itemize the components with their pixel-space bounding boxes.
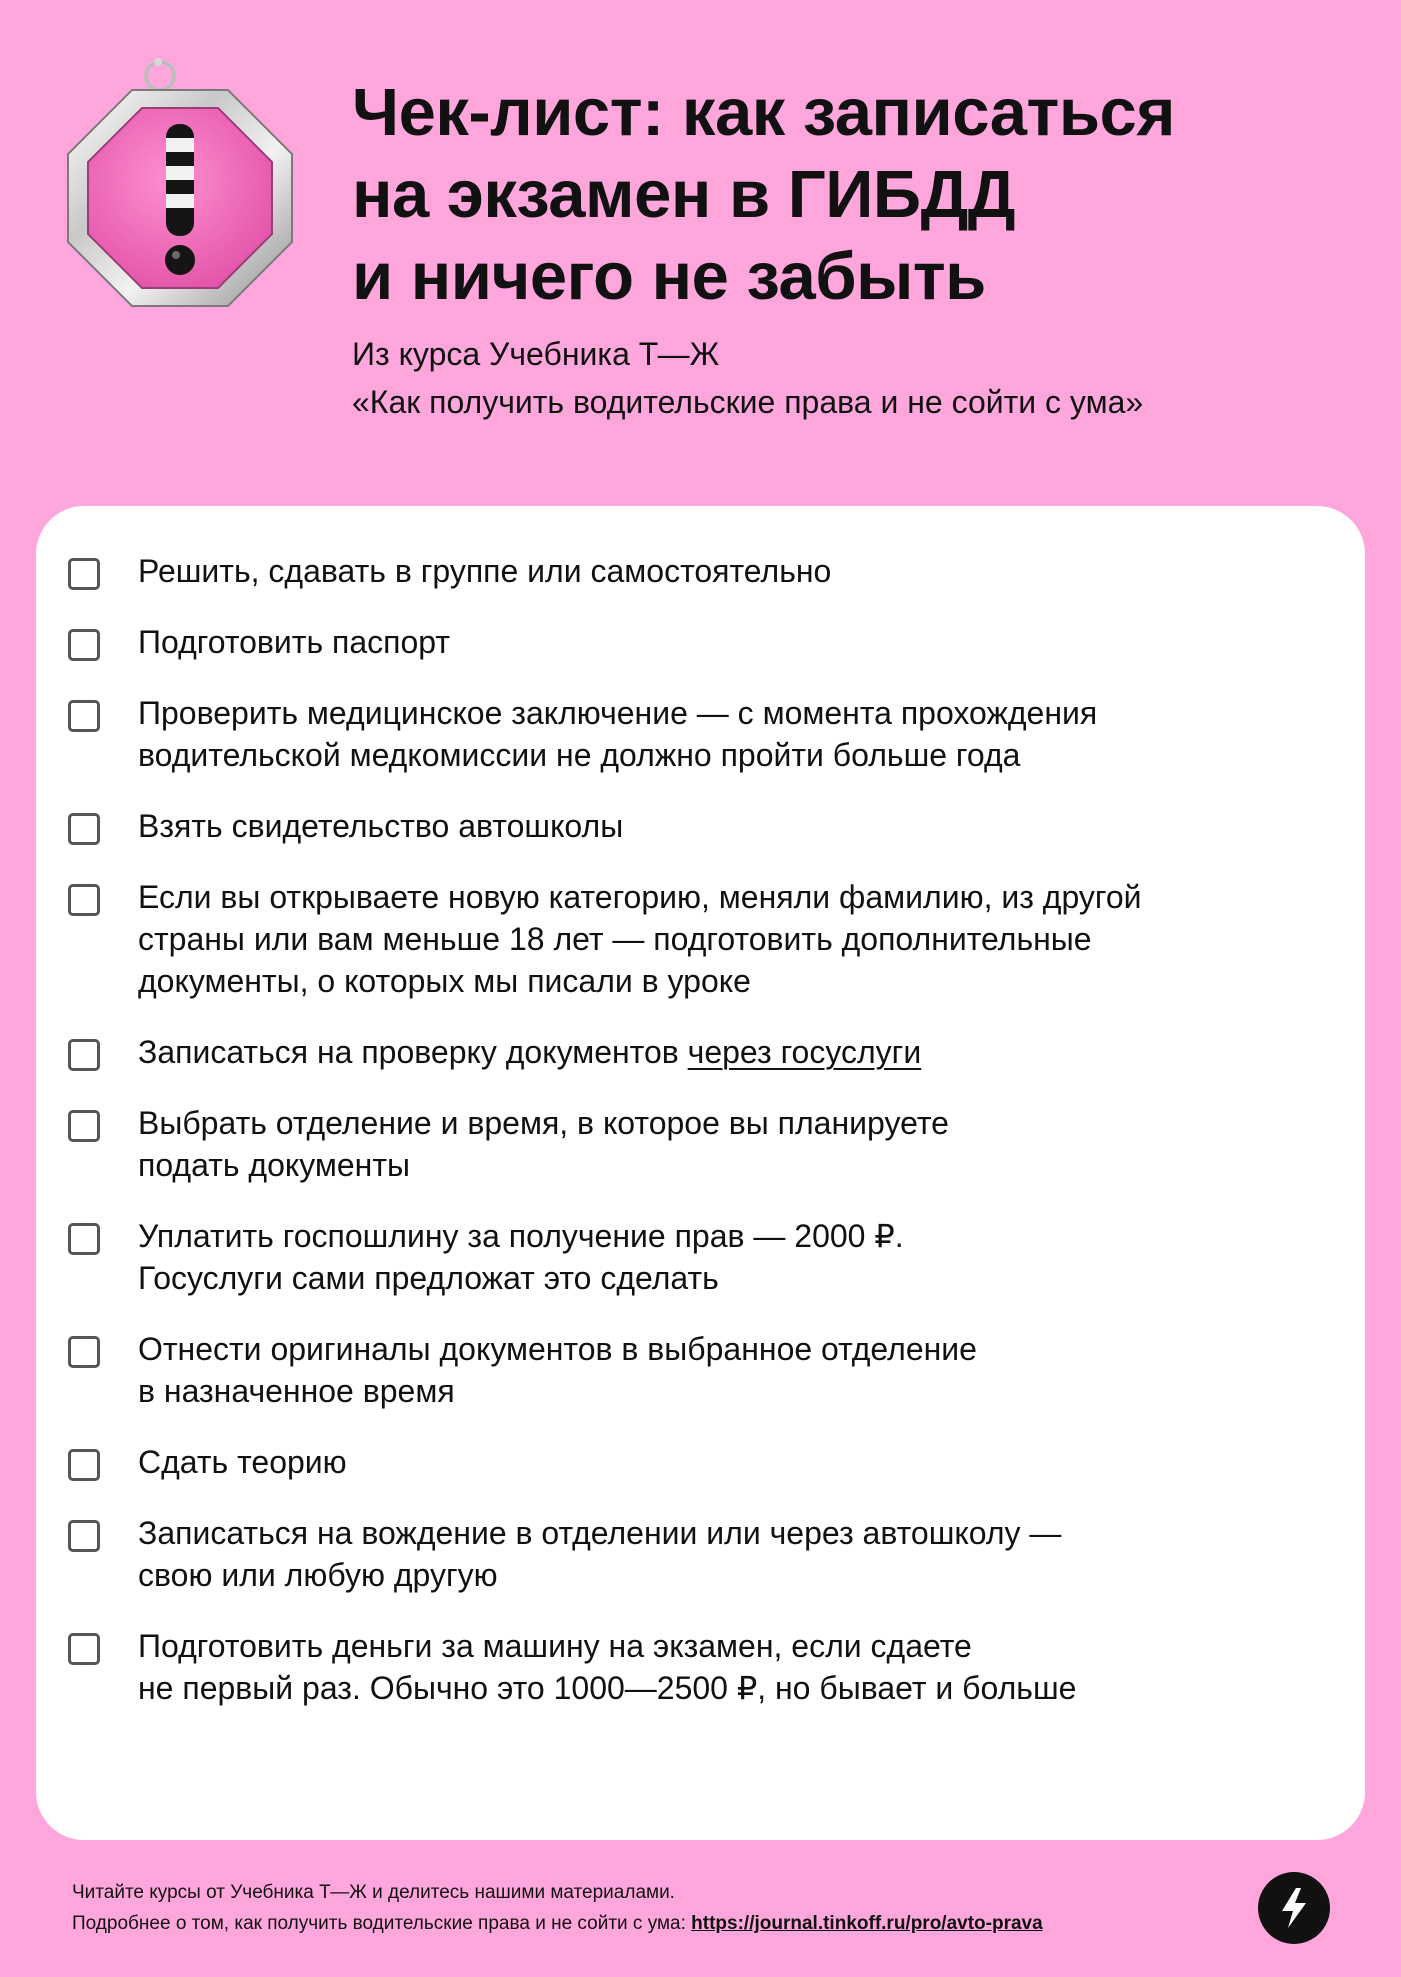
footer-note: Читайте курсы от Учебника Т—Ж и делитесь нашими материалами. Подробнее о том, как получить водительские права и не сойти с ума: https://journal.tinkoff.ru/pro/avto-prava bbox=[72, 1882, 1043, 1934]
checkbox[interactable] bbox=[68, 700, 100, 732]
checklist bbox=[68, 550, 1338, 1738]
checkbox[interactable] bbox=[68, 1336, 100, 1368]
checklist-item-text: Отнести оригиналы документов в выбранное отделение в назначенное время bbox=[138, 1331, 977, 1409]
checklist-card bbox=[36, 506, 1365, 1840]
checklist-item-text: Записаться на проверку документов через госуслуги bbox=[138, 1034, 922, 1070]
checklist-item bbox=[68, 1031, 1338, 1073]
subtitle-line: «Как получить водительские права и не сойти с ума» bbox=[352, 384, 1144, 420]
checkbox[interactable] bbox=[68, 1520, 100, 1552]
checklist-item bbox=[68, 1625, 1338, 1709]
title-line: Чек-лист: как записаться bbox=[352, 75, 1175, 150]
checklist-item-text: Проверить медицинское заключение — с момента прохождения водительской медкомиссии не должно пройти больше года bbox=[138, 695, 1098, 773]
checklist-item bbox=[68, 1328, 1338, 1412]
title-line: на экзамен в ГИБДД bbox=[352, 157, 1016, 232]
checkbox[interactable] bbox=[68, 1223, 100, 1255]
title-line: и ничего не забыть bbox=[352, 239, 986, 314]
checklist-item-text: Сдать теорию bbox=[138, 1444, 347, 1480]
checklist-item-text: Решить, сдавать в группе или самостоятельно bbox=[138, 553, 832, 589]
checklist-item bbox=[68, 1215, 1338, 1299]
checklist-item-text: Записаться на вождение в отделении или через автошколу — свою или любую другую bbox=[138, 1515, 1062, 1593]
checkbox[interactable] bbox=[68, 1039, 100, 1071]
checklist-item bbox=[68, 621, 1338, 663]
checklist-item-text: Подготовить паспорт bbox=[138, 624, 451, 660]
course-subtitle bbox=[352, 330, 1143, 426]
checklist-item-text: Подготовить деньги за машину на экзамен, если сдаете не первый раз. Обычно это 1000—2500 ₽, но бывает и больше bbox=[138, 1628, 1077, 1706]
checklist-item bbox=[68, 876, 1338, 1002]
lightning-icon bbox=[1258, 1872, 1330, 1944]
checklist-item-text: Выбрать отделение и время, в которое вы планируете подать документы bbox=[138, 1105, 949, 1183]
checkbox[interactable] bbox=[68, 1110, 100, 1142]
checklist-item bbox=[68, 1102, 1338, 1186]
checkbox[interactable] bbox=[68, 884, 100, 916]
checklist-item bbox=[68, 1512, 1338, 1596]
page-title bbox=[352, 72, 1352, 318]
checklist-item bbox=[68, 1441, 1338, 1483]
checkbox[interactable] bbox=[68, 1633, 100, 1665]
checklist-item bbox=[68, 550, 1338, 592]
checkbox[interactable] bbox=[68, 813, 100, 845]
checkbox[interactable] bbox=[68, 629, 100, 661]
gosuslugi-link[interactable]: через госуслуги bbox=[687, 1034, 922, 1070]
checklist-item-text: Взять свидетельство автошколы bbox=[138, 808, 624, 844]
checklist-item bbox=[68, 805, 1338, 847]
subtitle-line: Из курса Учебника Т—Ж bbox=[352, 336, 720, 372]
warning-sign-icon bbox=[62, 52, 302, 314]
course-link[interactable]: https://journal.tinkoff.ru/pro/avto-prava bbox=[691, 1913, 1043, 1934]
checkbox[interactable] bbox=[68, 1449, 100, 1481]
checkbox[interactable] bbox=[68, 558, 100, 590]
checklist-item-text: Уплатить госпошлину за получение прав — 2000 ₽. Госуслуги сами предложат это сделать bbox=[138, 1218, 904, 1296]
checklist-item bbox=[68, 692, 1338, 776]
checklist-item-text: Если вы открываете новую категорию, меняли фамилию, из другой страны или вам меньше 18 лет — подготовить дополнительные документы, о которых мы писали в уроке bbox=[138, 879, 1142, 999]
